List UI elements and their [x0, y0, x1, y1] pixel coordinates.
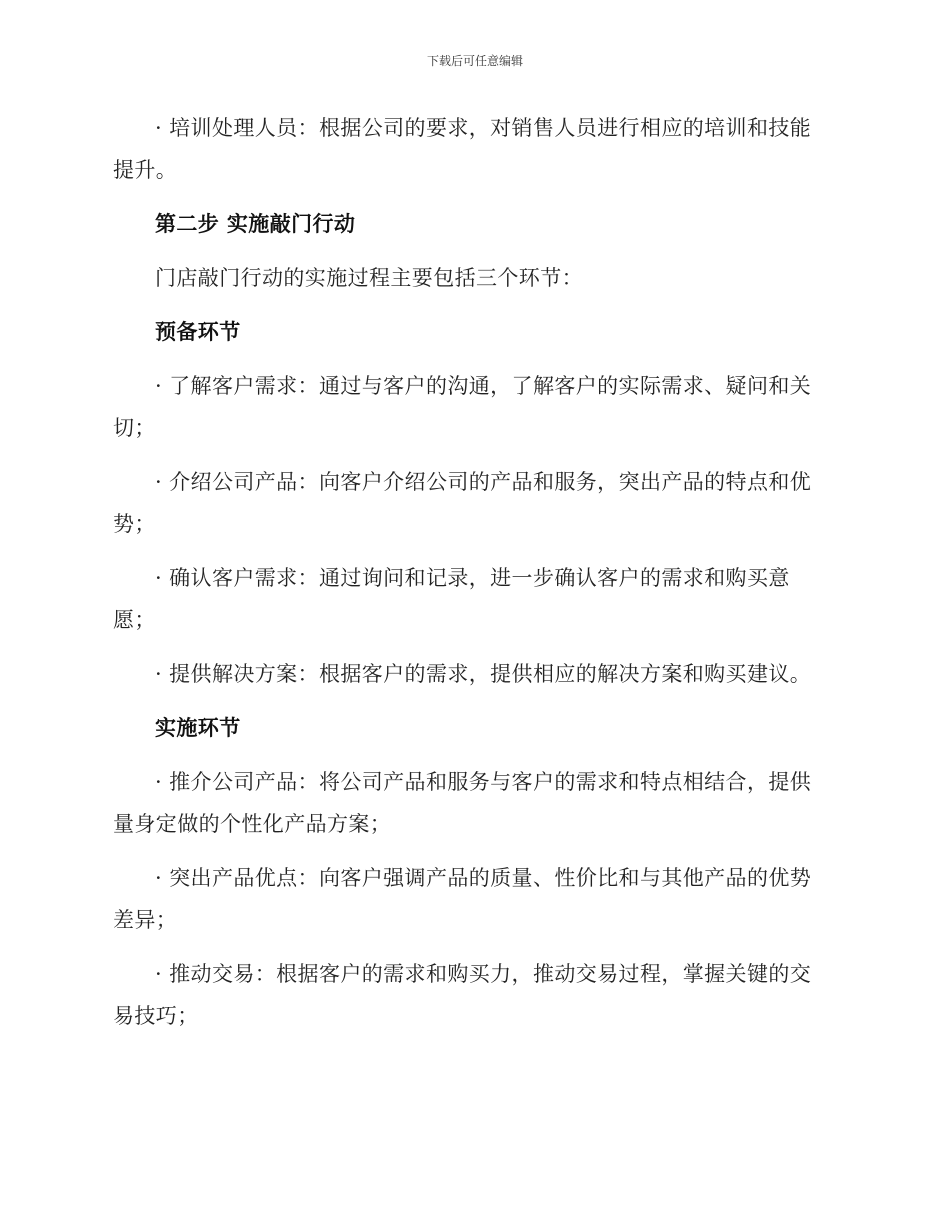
bullet-understand-needs: · 了解客户需求：通过与客户的沟通，了解客户的实际需求、疑问和关切； — [113, 374, 812, 440]
bullet-introduce-products: · 介绍公司产品：向客户介绍公司的产品和服务，突出产品的特点和优势； — [113, 470, 812, 536]
subheading-implementation: 实施环节 — [155, 716, 241, 740]
bullet-drive-transaction: · 推动交易：根据客户的需求和购买力，推动交易过程，掌握关键的交易技巧； — [113, 962, 812, 1028]
bullet-highlight-advantages: · 突出产品优点：向客户强调产品的质量、性价比和与其他产品的优势差异； — [113, 866, 812, 932]
subheading-preparation: 预备环节 — [155, 320, 241, 344]
section-heading-step-two: 第二步 实施敲门行动 — [155, 212, 356, 236]
page-header: 下载后可任意编辑 — [426, 54, 523, 68]
bullet-recommend-products: · 推介公司产品：将公司产品和服务与客户的需求和特点相结合，提供量身定做的个性化产品方案； — [113, 770, 812, 836]
bullet-provide-solutions: · 提供解决方案：根据客户的需求，提供相应的解决方案和购买建议。 — [155, 662, 812, 686]
intro-paragraph: 门店敲门行动的实施过程主要包括三个环节： — [155, 266, 583, 290]
bullet-confirm-needs: · 确认客户需求：通过询问和记录，进一步确认客户的需求和购买意愿； — [113, 566, 790, 632]
bullet-training-staff: · 培训处理人员：根据公司的要求，对销售人员进行相应的培训和技能提升。 — [113, 116, 812, 182]
document-body — [113, 107, 823, 1049]
